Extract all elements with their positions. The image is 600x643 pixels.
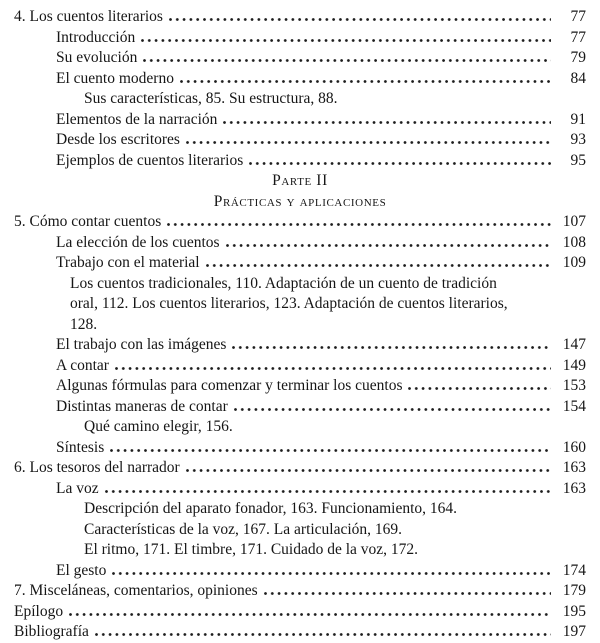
toc-entry — [14, 233, 586, 254]
entry-label: La elección de los cuentos — [56, 233, 220, 251]
toc-entry — [14, 602, 586, 623]
page-number: 197 — [562, 623, 586, 640]
page-number: 108 — [562, 233, 586, 251]
entry-label: El trabajo con las imágenes — [56, 336, 227, 353]
page-number: 109 — [562, 254, 586, 271]
dot-leader — [186, 141, 551, 144]
toc-entry — [14, 335, 586, 356]
toc-entry — [14, 151, 586, 172]
part-heading: Parte II — [272, 172, 328, 189]
page-number: 77 — [570, 28, 586, 46]
dot-leader — [143, 59, 551, 62]
entry-label: Distintas maneras de contar — [56, 397, 228, 415]
part-heading: Prácticas y aplicaciones — [213, 192, 387, 210]
page-number: 77 — [570, 8, 586, 25]
toc-note-line: Características de la voz, 167. La articulación, 169. — [84, 520, 403, 538]
entry-label: Bibliografía — [14, 623, 89, 640]
dot-leader — [232, 346, 551, 349]
dot-leader — [167, 223, 551, 226]
toc-note-line: oral, 112. Los cuentos literarios, 123. Adaptación de cuentos literarios, — [70, 295, 508, 312]
entry-label: A contar — [56, 356, 109, 374]
toc-entry — [14, 356, 586, 377]
dot-leader — [141, 39, 551, 42]
page-number: 93 — [570, 131, 586, 148]
page-number: 195 — [562, 602, 586, 620]
entry-label: Su evolución — [56, 49, 138, 66]
dot-leader — [169, 18, 551, 21]
entry-label: El cuento moderno — [56, 69, 174, 87]
entry-label: 6. Los tesoros del narrador — [14, 459, 180, 476]
toc-entry — [14, 28, 586, 49]
entry-label: Epílogo — [14, 602, 64, 620]
toc — [14, 7, 586, 643]
toc-note-line: 128. — [70, 315, 98, 333]
dot-leader — [105, 490, 551, 493]
dot-leader — [223, 121, 551, 124]
entry-label: Desde los escritores — [56, 131, 180, 148]
toc-entry — [14, 110, 586, 131]
page-number: 147 — [562, 336, 586, 353]
entry-label: Elementos de la narración — [56, 110, 218, 128]
dot-leader — [234, 408, 551, 411]
toc-entry — [14, 397, 586, 418]
page-number: 91 — [570, 110, 586, 128]
dot-leader — [110, 449, 551, 452]
page-number: 174 — [562, 561, 586, 579]
page-number: 149 — [562, 356, 586, 374]
toc-entry — [14, 130, 586, 151]
page-number: 95 — [570, 151, 586, 169]
dot-leader — [180, 80, 551, 83]
toc-entry — [14, 438, 586, 459]
dot-leader — [69, 613, 551, 616]
page-number: 84 — [570, 69, 586, 87]
dot-leader — [264, 592, 551, 595]
toc-entry — [14, 48, 586, 69]
page-number: 154 — [562, 397, 586, 415]
toc-note-line: Los cuentos tradicionales, 110. Adaptación de un cuento de tradición — [70, 274, 497, 292]
toc-note-line: Sus características, 85. Su estructura, 88. — [84, 90, 338, 107]
page-number: 163 — [562, 459, 586, 476]
dot-leader — [186, 469, 551, 472]
dot-leader — [249, 162, 551, 165]
toc-note-line: Qué camino elegir, 156. — [84, 418, 233, 435]
dot-leader — [408, 387, 551, 390]
entry-label: Algunas fórmulas para comenzar y terminar los cuentos — [56, 377, 403, 394]
page-number: 107 — [562, 213, 586, 230]
toc-entry — [14, 253, 586, 274]
toc-entry — [14, 212, 586, 233]
page-number: 179 — [562, 582, 586, 599]
entry-label: Síntesis — [56, 438, 105, 456]
entry-label: 4. Los cuentos literarios — [14, 8, 163, 25]
dot-leader — [115, 367, 551, 370]
toc-note-line: Descripción del aparato fonador, 163. Funcionamiento, 164. — [84, 500, 457, 517]
dot-leader — [112, 572, 551, 575]
page-number: 79 — [570, 49, 586, 66]
entry-label: 5. Cómo contar cuentos — [14, 213, 162, 230]
page-number: 163 — [562, 479, 586, 497]
entry-label: 7. Misceláneas, comentarios, opiniones — [14, 582, 258, 599]
entry-label: La voz — [56, 479, 99, 497]
toc-entry — [14, 69, 586, 90]
dot-leader — [95, 633, 551, 636]
toc-entry — [14, 376, 586, 397]
toc-entry — [14, 479, 586, 500]
toc-entry — [14, 622, 586, 643]
dot-leader — [206, 264, 551, 267]
dot-leader — [226, 244, 551, 247]
toc-entry — [14, 581, 586, 602]
entry-label: Ejemplos de cuentos literarios — [56, 151, 244, 169]
page-number: 153 — [562, 377, 586, 394]
entry-label: Trabajo con el material — [56, 254, 200, 271]
entry-label: Introducción — [56, 28, 136, 46]
toc-note-line: El ritmo, 171. El timbre, 171. Cuidado de la voz, 172. — [84, 541, 419, 558]
toc-entry — [14, 561, 586, 582]
page-number: 160 — [562, 438, 586, 456]
entry-label: El gesto — [56, 561, 107, 579]
toc-entry — [14, 7, 586, 28]
toc-entry — [14, 458, 586, 479]
